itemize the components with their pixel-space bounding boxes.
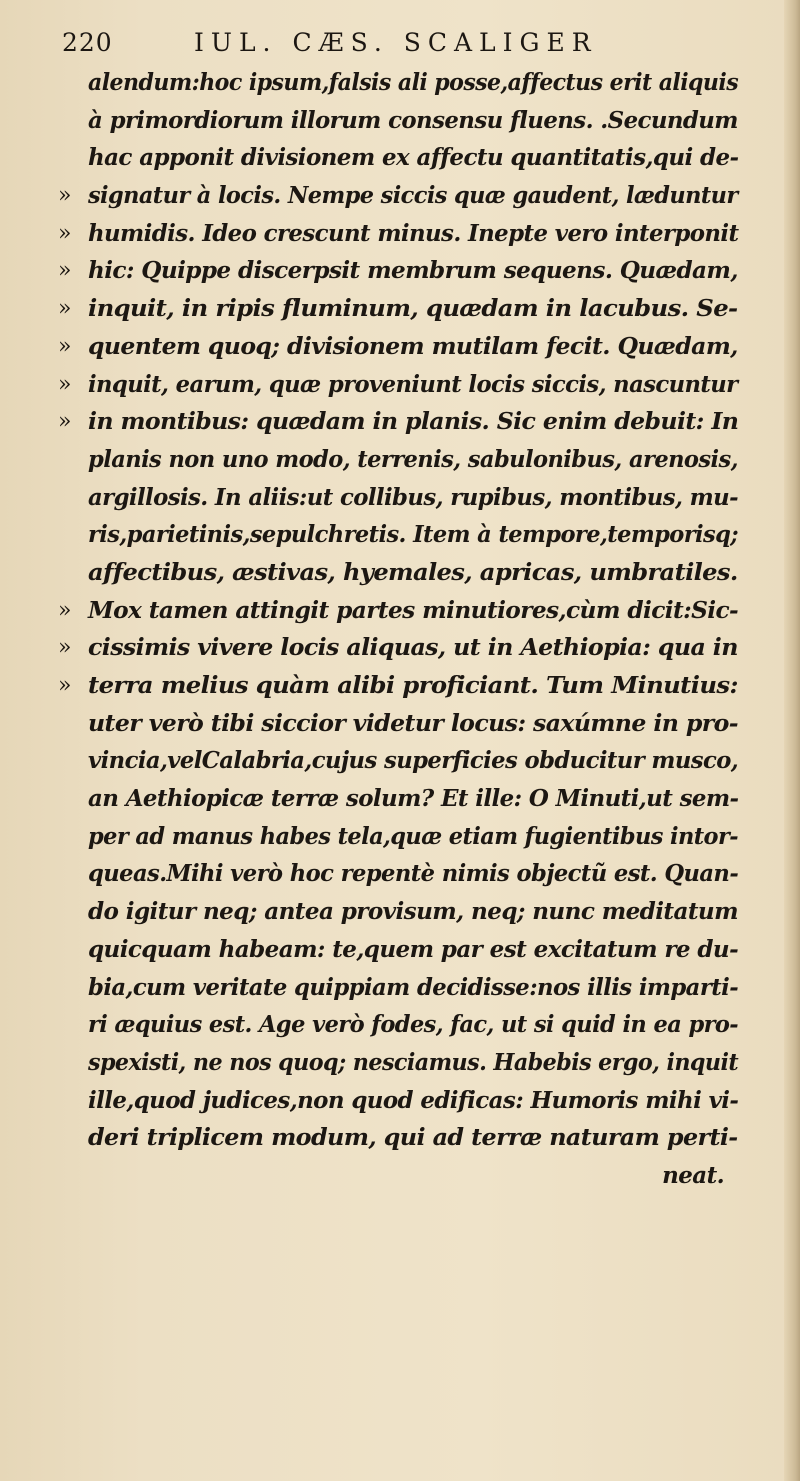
quote-mark: » — [58, 409, 72, 435]
line-text: queas.Mihi verò hoc repentè nimis objectũ est. Quan- — [88, 860, 739, 888]
line-text: bia,cum veritate quippiam decidisse:nos illis imparti- — [88, 973, 739, 1001]
text-block — [58, 64, 758, 1195]
line-text: à primordiorum illorum consensu fluens. .Secundum — [88, 106, 738, 134]
line-text: ri æquius est. Age verò fodes, fac, ut si quid in ea pro- — [88, 1011, 739, 1039]
text-line — [58, 1044, 758, 1082]
text-line — [58, 328, 758, 366]
line-text: ris,parietinis,sepulchretis. Item à tempore,temporisq; — [88, 521, 739, 549]
line-text: argillosis. In aliis:ut collibus, rupibus, montibus, mu- — [88, 483, 738, 511]
text-line — [58, 629, 758, 667]
text-line — [58, 554, 758, 592]
line-text: inquit, earum, quæ proveniunt locis siccis, nascuntur — [88, 370, 738, 398]
line-text: spexisti, ne nos quoq; nesciamus. Habebis ergo, inquit — [88, 1048, 739, 1076]
line-text: do igitur neq; antea provisum, neq; nunc meditatum — [88, 898, 738, 926]
page-header — [60, 22, 720, 66]
line-text: uter verò tibi siccior videtur locus: saxúmne in pro- — [88, 709, 738, 737]
quote-mark: » — [58, 296, 72, 322]
text-line — [58, 1082, 758, 1120]
text-line — [58, 64, 758, 102]
line-text: alendum:hoc ipsum,falsis ali posse,affectus erit aliquis — [88, 69, 739, 96]
quote-mark: » — [58, 258, 72, 284]
text-line — [58, 177, 758, 215]
text-line — [58, 102, 758, 140]
text-line — [58, 215, 758, 253]
line-text: deri triplicem modum, qui ad terræ naturam perti- — [88, 1124, 738, 1152]
text-line — [58, 252, 758, 290]
text-line — [58, 818, 758, 856]
quote-mark: » — [58, 635, 72, 661]
text-line — [58, 969, 758, 1007]
text-line — [58, 516, 758, 554]
text-line — [58, 479, 758, 517]
text-line — [58, 139, 758, 177]
running-head: IUL. CÆS. SCALIGER — [194, 28, 598, 57]
line-text: ille,quod judices,non quod edificas: Humoris mihi vi- — [88, 1086, 739, 1114]
text-line — [58, 705, 758, 743]
line-text: hac apponit divisionem ex affectu quantitatis,qui de- — [88, 144, 739, 172]
text-line — [58, 290, 758, 328]
quote-mark: » — [58, 333, 72, 359]
line-text: in montibus: quædam in planis. Sic enim debuit: In — [88, 408, 739, 436]
quote-mark: » — [58, 673, 72, 698]
text-line — [58, 780, 758, 818]
page-number: 220 — [62, 28, 113, 57]
line-text: planis non uno modo, terrenis, sabulonibus, arenosis, — [88, 445, 738, 473]
quote-mark: » — [58, 183, 72, 209]
line-text: affectibus, æstivas, hyemales, apricas, umbratiles. — [88, 558, 738, 586]
text-line — [58, 592, 758, 630]
text-line — [58, 893, 758, 931]
line-text: quicquam habeam: te,quem par est excitatum re du- — [88, 935, 739, 963]
line-text: Mox tamen attingit partes minutiores,cùm dicit:Sic- — [88, 596, 739, 624]
quote-mark: » — [58, 597, 72, 623]
line-text: signatur à locis. Nempe siccis quæ gaudent, læduntur — [88, 182, 738, 210]
line-text: quentem quoq; divisionem mutilam fecit. Quædam, — [88, 332, 738, 360]
line-text: humidis. Ideo crescunt minus. Inepte vero interponit — [88, 219, 739, 247]
text-line — [58, 1119, 758, 1157]
text-line — [58, 667, 758, 705]
text-line — [58, 931, 758, 969]
text-line — [58, 403, 758, 441]
line-text: inquit, in ripis fluminum, quædam in lacubus. Se- — [88, 295, 738, 323]
text-line — [58, 1006, 758, 1044]
quote-mark: » — [58, 371, 72, 397]
line-text: cissimis vivere locis aliquas, ut in Aethiopia: qua in — [88, 634, 738, 662]
text-line — [58, 366, 758, 404]
line-text: neat. — [662, 1161, 724, 1189]
line-text: an Aethiopicæ terræ solum? Et ille: O Minuti,ut sem- — [88, 785, 739, 813]
line-text: hic: Quippe discerpsit membrum sequens. Quædam, — [88, 257, 738, 285]
line-text: terra melius quàm alibi proficiant. Tum Minutius: — [88, 672, 738, 699]
text-line — [58, 742, 758, 780]
text-line — [58, 1157, 758, 1195]
text-line — [58, 855, 758, 893]
line-text: vincia,velCalabria,cujus superficies obducitur musco, — [88, 747, 739, 775]
line-text: per ad manus habes tela,quæ etiam fugientibus intor- — [88, 822, 738, 850]
text-line — [58, 441, 758, 479]
page-edge-shadow — [784, 0, 800, 1481]
quote-mark: » — [58, 220, 72, 246]
